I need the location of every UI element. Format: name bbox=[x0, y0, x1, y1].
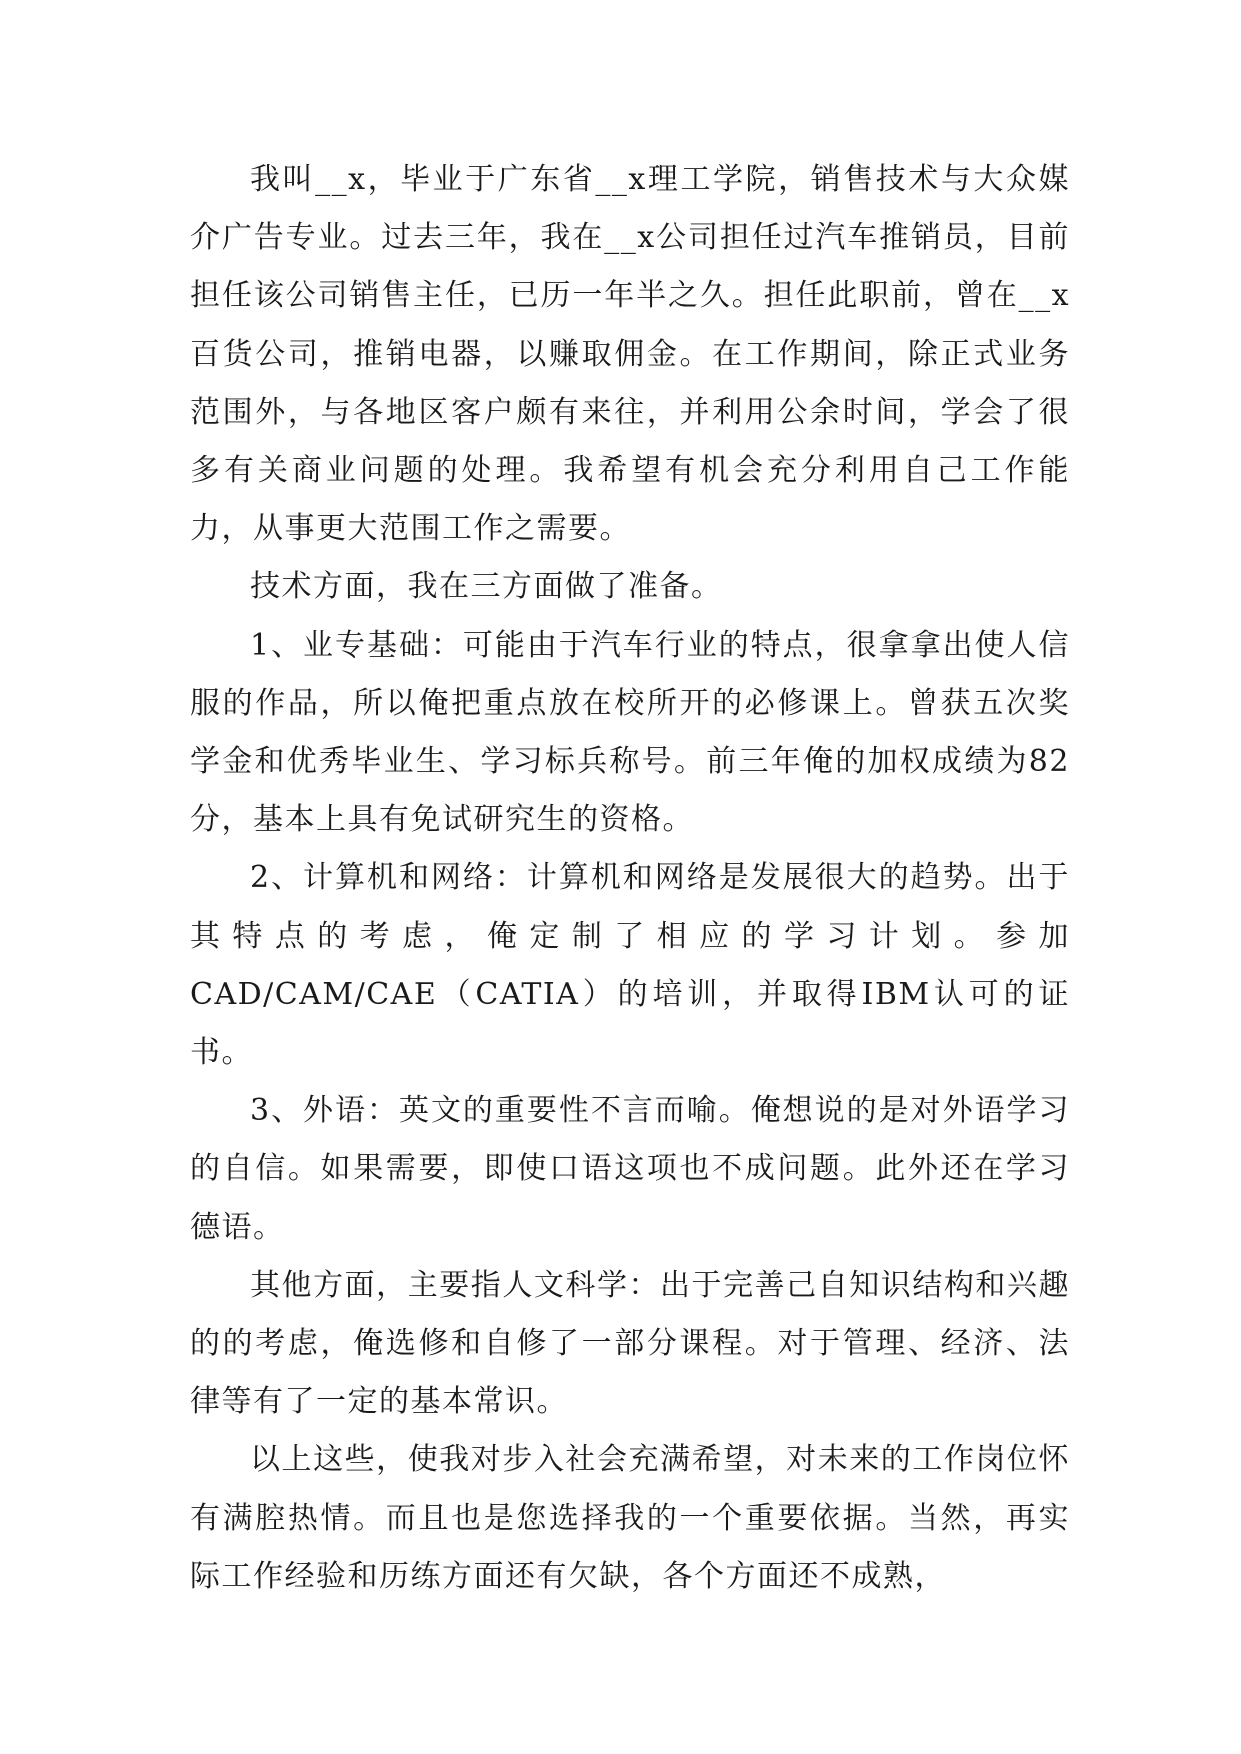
paragraph-professional-basis: 1、业专基础：可能由于汽车行业的特点，很拿拿出使人信服的作品，所以俺把重点放在校所开的必修课上。曾获五次奖学金和优秀毕业生、学习标兵称号。前三年俺的加权成绩为82分，基本上具有免试研究生的资格。 bbox=[190, 627, 1070, 838]
document-body bbox=[190, 151, 1070, 1606]
paragraph-computer-network: 2、计算机和网络：计算机和网络是发展很大的趋势。出于其特点的考虑，俺定制了相应的学习计划。参加CAD/CAM/CAE（CATIA）的培训，并取得IBM认可的证书。 bbox=[190, 860, 1070, 1071]
paragraph-intro: 我叫__x，毕业于广东省__x理工学院，销售技术与大众媒介广告专业。过去三年，我在__x公司担任过汽车推销员，目前担任该公司销售主任，已历一年半之久。担任此职前，曾在__x百货公司，推销电器，以赚取佣金。在工作期间，除正式业务范围外，与各地区客户颇有来往，并利用公余时间，学会了很多有关商业问题的处理。我希望有机会充分利用自己工作能力，从事更大范围工作之需要。 bbox=[190, 162, 1070, 547]
paragraph-technical-heading: 技术方面，我在三方面做了准备。 bbox=[250, 569, 723, 605]
paragraph-other-aspects: 其他方面，主要指人文科学：出于完善己自知识结构和兴趣的的考虑，俺选修和自修了一部分课程。对于管理、经济、法律等有了一定的基本常识。 bbox=[190, 1267, 1070, 1420]
paragraph-conclusion: 以上这些，使我对步入社会充满希望，对未来的工作岗位怀有满腔热情。而且也是您选择我的一个重要依据。当然，再实际工作经验和历练方面还有欠缺，各个方面还不成熟， bbox=[190, 1442, 1070, 1594]
paragraph-foreign-language: 3、外语：英文的重要性不言而喻。俺想说的是对外语学习的自信。如果需要，即使口语这项也不成问题。此外还在学习德语。 bbox=[190, 1093, 1070, 1245]
